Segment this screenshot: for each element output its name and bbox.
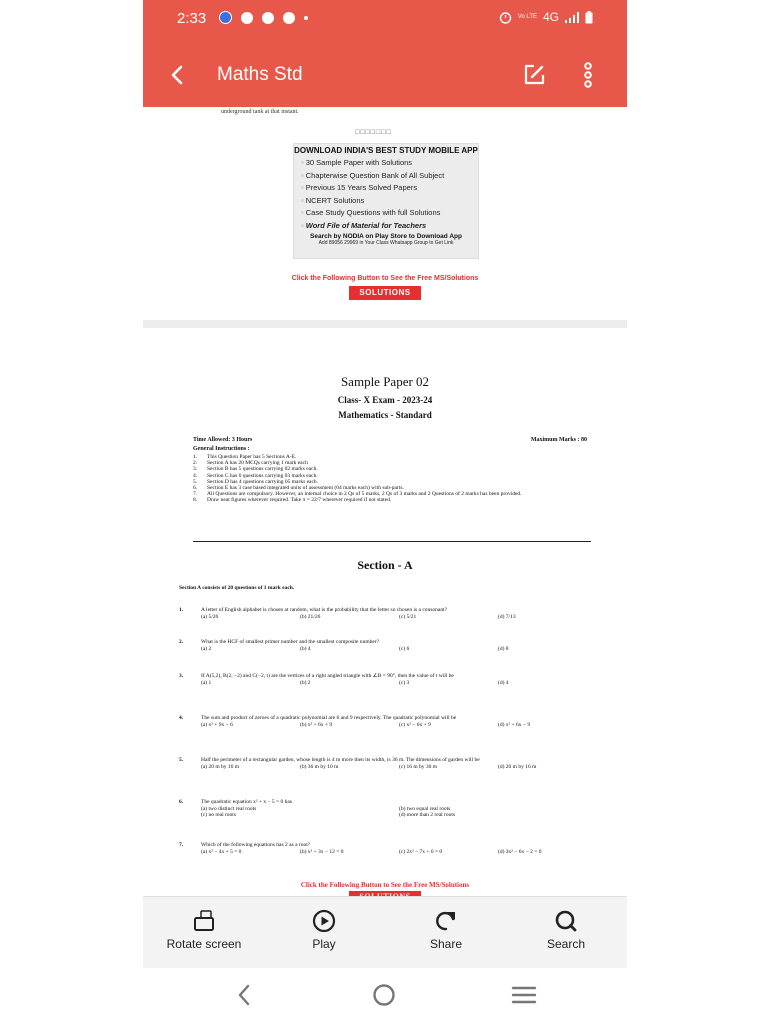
app-title: Maths Std xyxy=(217,64,303,85)
question-option: (d) 8 xyxy=(498,645,509,652)
nav-back-button[interactable] xyxy=(229,980,259,1010)
ad-item: ▫ Case Study Questions with full Solutions xyxy=(301,207,478,220)
chrome-notification-icon-2 xyxy=(283,12,295,24)
question-option: (b) 2 xyxy=(300,679,311,686)
ad-whatsapp-line: Add 89056 29969 in Your Class Whatsapp Group to Get Link xyxy=(318,240,454,246)
nav-home-button[interactable] xyxy=(369,980,399,1010)
question-number: 3. xyxy=(179,673,184,679)
instruction-number: 8. xyxy=(193,497,198,504)
volte-indicator: Vo LTE xyxy=(517,14,537,20)
home-circle-icon xyxy=(369,980,399,1010)
play-icon xyxy=(312,909,336,933)
question-option: (d) x² + 6x − 9 xyxy=(498,721,531,728)
instruction-text: Section E has 3 case based integrated units of assessment (04 marks each) with sub-parts. xyxy=(207,485,404,492)
ad-search-line: Search by NODIA on Play Store to Download App xyxy=(310,233,462,240)
time-allowed: Time Allowed: 3 Hours xyxy=(193,437,253,443)
maximum-marks: Maximum Marks : 80 xyxy=(530,437,587,443)
ad-list xyxy=(301,157,478,232)
question-option: (d) 20 m by 16 m xyxy=(498,763,537,770)
question-item xyxy=(179,842,594,855)
signal-icon xyxy=(565,12,579,23)
click-solutions-text: Click the Following Button to See the Free MS/Solutions xyxy=(291,275,479,282)
status-right xyxy=(499,10,593,24)
app-advertisement xyxy=(293,143,479,259)
instruction-text: All Questions are compulsory. However, an internal choice in 2 Qs of 5 marks, 2 Qs of 3 marks and 2 Questions of 2 marks has been provided. xyxy=(207,491,522,498)
question-item xyxy=(179,639,594,652)
question-option: (a) 20 m by 16 m xyxy=(201,763,240,770)
question-option: (d) 3x² − 6x − 2 = 0 xyxy=(498,848,542,855)
question-number: 2. xyxy=(179,639,184,645)
ad-item: ▫ Word File of Material for Teachers xyxy=(301,220,478,233)
question-option: (a) x² − 4x + 5 = 0 xyxy=(201,848,242,855)
play-button[interactable] xyxy=(269,909,379,951)
rotate-screen-label: Rotate screen xyxy=(166,937,242,951)
settings-notification-icon xyxy=(241,12,253,24)
question-item xyxy=(179,757,594,770)
instruction-text: Section C has 6 questions carrying 03 marks each. xyxy=(207,472,318,479)
question-option: (b) 21/26 xyxy=(300,613,321,620)
bottom-toolbar xyxy=(143,896,627,969)
system-navigation-bar xyxy=(143,968,627,1024)
instruction-number: 4. xyxy=(193,472,198,479)
question-item xyxy=(179,715,594,728)
question-number: 6. xyxy=(179,799,184,805)
question-option: (b) x² + 6x + 9 xyxy=(300,721,333,728)
pdf-page-current xyxy=(143,328,627,896)
question-option: (d) 7/13 xyxy=(498,613,516,620)
question-option: (c) 2x² − 7x + 6 = 0 xyxy=(399,848,443,855)
instruction-number: 6. xyxy=(193,485,198,492)
question-number: 7. xyxy=(179,842,184,848)
question-option: (b) x² + 3x − 12 = 0 xyxy=(300,848,344,855)
section-note: Section A consists of 20 questions of 1 mark each. xyxy=(179,585,295,591)
page-tail-text: underground tank at that instant. xyxy=(221,109,299,115)
question-option: (d) more than 2 real roots xyxy=(399,812,456,819)
alarm-icon xyxy=(499,11,512,24)
ad-title: DOWNLOAD INDIA'S BEST STUDY MOBILE APP xyxy=(294,146,478,155)
question-text: The quadratic equation x² + x − 5 = 0 has xyxy=(201,799,292,805)
question-text: Which of the following equations has 2 as a root? xyxy=(201,842,311,848)
question-item xyxy=(179,607,594,620)
left-margin xyxy=(0,0,143,1024)
question-number: 5. xyxy=(179,757,184,763)
back-button[interactable] xyxy=(163,60,193,90)
pdf-viewer[interactable] xyxy=(143,107,627,896)
status-bar xyxy=(143,0,627,40)
instruction-text: This Question Paper has 5 Sections A-E. xyxy=(207,454,297,460)
general-instructions-list xyxy=(193,454,593,504)
chevron-left-icon xyxy=(229,980,259,1010)
paper-subject: Mathematics - Standard xyxy=(338,410,432,420)
question-option: (c) 5/21 xyxy=(399,613,417,620)
solutions-button[interactable]: SOLUTIONS xyxy=(349,286,421,300)
ad-item: ▫ Chapterwise Question Bank of All Subject xyxy=(301,170,478,183)
chrome-notification-icon xyxy=(262,12,274,24)
question-option: (d) 4 xyxy=(498,679,509,686)
instruction-number: 2. xyxy=(193,460,198,467)
instruction-number: 7. xyxy=(193,491,198,498)
question-options xyxy=(201,680,594,687)
menu-lines-icon xyxy=(509,980,539,1010)
paper-class: Class- X Exam - 2023-24 xyxy=(337,395,433,405)
search-icon xyxy=(554,909,578,933)
divider xyxy=(193,541,591,542)
question-options xyxy=(201,806,594,819)
ad-item: ▫ NCERT Solutions xyxy=(301,195,478,208)
instruction-text: Draw neat figures wherever required. Take π = 22/7 wherever required if not stated. xyxy=(207,497,392,504)
ad-item: ▫ Previous 15 Years Solved Papers xyxy=(301,182,478,195)
question-option: (c) 16 m by 30 m xyxy=(399,763,438,770)
question-text: The sum and product of zeroes of a quadratic polynomial are 6 and 9 respectively. The quadratic polynomial will be xyxy=(201,715,457,721)
separator-squares: □□□□□□□ xyxy=(355,129,392,136)
app-notification-icon xyxy=(219,11,232,24)
status-time: 2:33 xyxy=(177,10,207,27)
question-text: If A(5,2), B(2, −2) and C(−2, t) are the vertices of a right angled triangle with ∠B = 90°, then the value of t will be xyxy=(201,673,454,679)
chevron-left-icon xyxy=(163,60,193,90)
question-item xyxy=(179,673,594,686)
play-label: Play xyxy=(312,937,336,951)
share-icon xyxy=(434,909,458,933)
question-option: (a) 1 xyxy=(201,679,212,686)
question-number: 4. xyxy=(179,715,184,721)
question-option: (b) two equal real roots xyxy=(399,805,451,812)
question-option: (c) no real roots xyxy=(201,812,236,819)
search-button[interactable] xyxy=(511,909,621,951)
question-options xyxy=(201,614,594,621)
share-button[interactable] xyxy=(391,909,501,951)
notification-icons xyxy=(219,11,308,24)
question-text: What is the HCF of smallest primer number and the smallest composite number? xyxy=(201,639,380,645)
more-options-button[interactable] xyxy=(581,62,595,88)
section-title: Section - A xyxy=(357,558,413,572)
app-bar xyxy=(143,40,627,107)
question-options xyxy=(201,722,594,729)
instruction-item xyxy=(193,497,593,503)
edit-button[interactable] xyxy=(523,64,545,86)
instruction-number: 3. xyxy=(193,466,198,473)
rotate-screen-icon xyxy=(192,909,216,933)
question-number: 1. xyxy=(179,607,184,613)
click-solutions-text: Click the Following Button to See the Free MS/Solutions xyxy=(300,881,470,889)
phone-screen xyxy=(143,0,627,1024)
instruction-number: 5. xyxy=(193,478,198,485)
question-option: (b) 4 xyxy=(300,645,311,652)
search-label: Search xyxy=(546,937,586,951)
question-option: (c) x² − 6x + 9 xyxy=(399,721,431,728)
question-option: (c) 6 xyxy=(399,645,410,652)
nav-recents-button[interactable] xyxy=(509,980,539,1010)
question-text: A letter of English alphabet is chosen at random, what is the probability that the letter so chosen is a consonant? xyxy=(201,607,448,613)
pdf-page-previous xyxy=(143,107,627,320)
ad-item: ▫ 30 Sample Paper with Solutions xyxy=(301,157,478,170)
instruction-text: Section B has 5 questions carrying 02 marks each. xyxy=(207,466,318,473)
instruction-number: 1. xyxy=(193,454,198,460)
question-option: (a) 5/26 xyxy=(201,613,219,620)
question-text: Half the perimeter of a rectangular garden, whose length is 4 m more then its width, is 36 m. The dimensions of garden will be xyxy=(201,757,480,763)
more-vertical-icon xyxy=(581,62,595,88)
edit-icon xyxy=(523,64,545,86)
general-instructions-title: General Instructions : xyxy=(193,446,250,452)
rotate-screen-button[interactable] xyxy=(149,909,259,951)
question-option: (c) 3 xyxy=(399,679,410,686)
question-item xyxy=(179,799,594,819)
more-notifications-dot-icon xyxy=(304,16,308,20)
paper-title: Sample Paper 02 xyxy=(340,374,430,389)
question-options xyxy=(201,764,594,771)
share-label: Share xyxy=(429,937,463,951)
question-option: (b) 36 m by 10 m xyxy=(300,763,339,770)
battery-icon xyxy=(585,11,593,24)
question-option: (a) 2 xyxy=(201,645,212,652)
instruction-text: Section A has 20 MCQs carrying 1 mark each xyxy=(207,460,308,467)
network-type: 4G xyxy=(542,10,559,24)
question-option: (a) x² + 9x − 6 xyxy=(201,721,233,728)
question-options xyxy=(201,849,594,856)
question-option: (a) two distinct real roots xyxy=(201,805,257,812)
question-options xyxy=(201,646,594,653)
instruction-text: Section D has 4 questions carrying 05 marks each. xyxy=(207,478,319,485)
